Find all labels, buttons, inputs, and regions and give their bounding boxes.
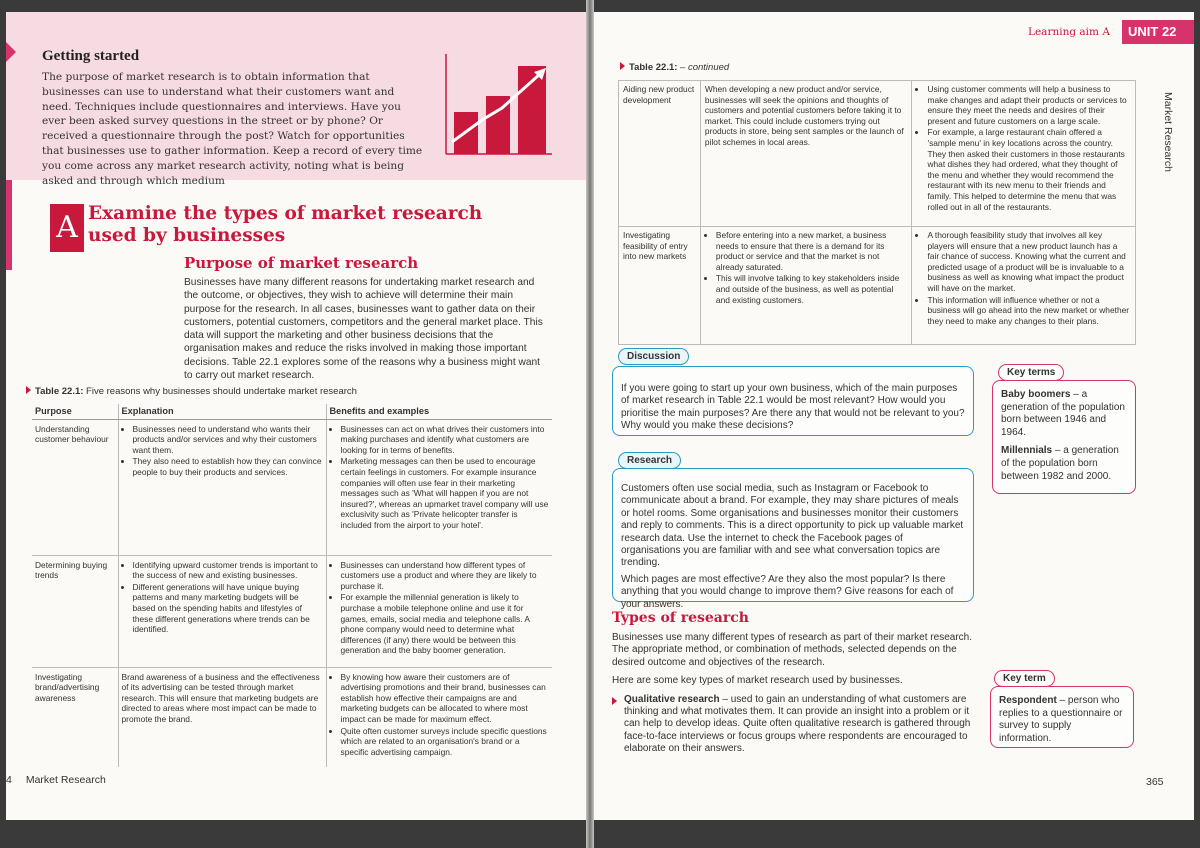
key-term-definition: – person who replies to a questionnaire or survey to supply information.	[999, 695, 1123, 744]
key-term-word: Respondent	[999, 695, 1057, 706]
section-strip	[6, 180, 12, 270]
types-body	[612, 632, 982, 756]
caret-icon	[26, 386, 31, 394]
getting-started-title: Getting started	[42, 48, 140, 64]
discussion-text: If you were going to start up your own business, which of the main purposes of market research in Table 22.1 would be most relevant? How would you prioritise the main purposes? Are there any that would not be relevant to you? Why would you make these decisions?	[621, 383, 965, 432]
qualitative-research-term: Qualitative research	[624, 693, 720, 705]
purpose-heading: Purpose of market research	[184, 254, 419, 272]
table-row	[619, 81, 1136, 227]
discussion-box	[612, 366, 974, 436]
table-row	[32, 667, 552, 767]
table-caption-continued	[620, 62, 729, 73]
caret-icon	[612, 697, 617, 705]
right-page	[594, 12, 1194, 820]
table-caption-number: Table 22.1:	[629, 62, 678, 73]
bullet-item: • Quite often customer surveys include specific questions which are related to an organisation's brand or a specific advertising campaign.	[341, 726, 550, 758]
bullet-item: • Marketing messages can then be used to encourage certain feelings in customers. For example insurance companies will often use fear in their marketing messages such as 'What will happen if you are not insured?', whereas an upmarket travel company will use exclusivity such as 'Private helicopter transfer is included from the airport to your hotel'.	[341, 456, 550, 530]
side-label	[1134, 52, 1194, 172]
table-header-row	[32, 404, 552, 419]
getting-started-marker	[6, 42, 16, 62]
bullet-item: • Before entering into a new market, a business needs to ensure that there is a demand for its product or service and that the market is not already saturated.	[716, 230, 908, 272]
getting-started-text: The purpose of market research is to obtain information that businesses can use to understand what their customers want and need. Techniques include questionnaires and interviews. Have you ever been asked survey questions in the street or by phone? Or received a questionnaire through the post? Watch for opportunities that businesses use to gather information. Keep a record of every time you come across any market research activity, noting what is being asked and through which medium	[42, 71, 423, 187]
section-title: Examine the types of market research used by businesses	[88, 203, 483, 246]
left-footer	[6, 774, 106, 786]
table-cell-benefits	[912, 227, 1136, 345]
table-cell-purpose: Understanding customer behaviour	[32, 419, 118, 555]
footer-title: Market Research	[25, 774, 106, 786]
bullet-item: • This information will influence whether or not a business will go ahead into the new market or whether they need to make any changes to their plans.	[927, 295, 1131, 327]
getting-started-band	[6, 12, 586, 187]
table-header: Purpose	[32, 404, 118, 419]
section-letter: A	[50, 204, 84, 252]
qualitative-research-item	[612, 694, 982, 756]
bullet-item: • This will involve talking to key stakeholders inside and outside of the business, as well as potential and existing customers.	[716, 273, 908, 305]
table-cell-purpose: Determining buying trends	[32, 555, 118, 667]
types-paragraph: Businesses use many different types of research as part of their market research. The appropriate method, or combination of methods, selected depends on the desired outcome and objectives of the research.	[612, 632, 972, 668]
key-term-box	[990, 686, 1134, 748]
bullet-item: • Using customer comments will help a business to make changes and adapt their products or services to ensure they meet the needs and desires of their present and future customers on a large scale.	[927, 84, 1131, 126]
table-cell-benefits	[326, 419, 552, 555]
table-row	[32, 419, 552, 555]
bullet-item: • For example, a large restaurant chain offered a 'sample menu' in key locations across the country. They then asked their customers in those restaurants what dishes they had ordered, what they thought of the menu and whether they would recommend the restaurant with its new menu to their friends and family. This helped to determine the menu that was rolled out in all of the restaurants.	[927, 127, 1131, 212]
key-term-definition: – a generation of the population born between 1946 and 1964.	[1001, 389, 1125, 438]
key-terms-label: Key terms	[998, 364, 1064, 381]
table-cell-explanation: Brand awareness of a business and the effectiveness of its advertising can be tested through market research. This will ensure that marketing budgets are directed to areas where most impact can be made to promote the brand.	[118, 667, 326, 767]
table-caption	[26, 386, 357, 397]
table-cell-explanation	[118, 419, 326, 555]
table-cell-benefits	[912, 81, 1136, 227]
bullet-item: • Businesses need to understand who wants their products and/or services and why their customers want them.	[133, 424, 323, 456]
key-term-word: Baby boomers	[1001, 389, 1071, 400]
table-header: Benefits and examples	[326, 404, 552, 419]
unit-tab: UNIT 22	[1122, 20, 1194, 44]
table-row	[619, 227, 1136, 345]
table-cell-benefits	[326, 555, 552, 667]
purpose-table	[32, 404, 552, 767]
key-terms-box	[992, 380, 1136, 494]
key-term-respondent	[999, 695, 1125, 745]
bullet-item: • A thorough feasibility study that involves all key players will ensure that a new product launch has a fair chance of success. Knowing what the current and predicted usage of a product will be is invaluable to a business as well as knowing what impact the product will have on the market.	[927, 230, 1131, 294]
types-heading: Types of research	[612, 610, 749, 626]
side-label-text: Market Research	[1162, 92, 1174, 172]
learning-aim-label: Learning aim A	[1028, 26, 1110, 38]
growth-chart-icon	[442, 48, 554, 166]
purpose-text: Businesses have many different reasons for undertaking market research and the outcome, or objectives, they wish to achieve will determine their main purpose for the research. In all cases, businesses want to gather data on their customers, potential customers, competitors and the general market place. This data will support the marketing and other business decisions that the organisation makes and reduce the risks involved in making those important decisions. Table 22.1 explores some of the reasons why a business might want to carry out market research.	[184, 277, 543, 382]
key-term-baby-boomers	[1001, 389, 1127, 439]
unit-tab-notch	[1113, 20, 1122, 44]
caret-icon	[620, 62, 625, 70]
qualitative-research-text: – used to gain an understanding of what customers are thinking and what motivates them. It can provide an insight into a problem or it can help to develop ideas. Quite often qualitative research is gathered through face-to-face interviews or focus groups where respondents are encouraged to elaborate on their answers.	[624, 693, 971, 755]
research-label: Research	[618, 452, 681, 469]
research-text: Customers often use social media, such as Instagram or Facebook to communicate about a brand. For example, they may share pictures of meals or hotel rooms. Some organisations and businesses monitor their customers and reply to comments. This is a direct opportunity to pick up valuable market research data. Use the internet to check the Facebook pages of organisations you are familiar with and see what conversation topics are trending.	[621, 483, 964, 569]
bullet-item: • Businesses can understand how different types of customers use a product and where they are likely to purchase it.	[341, 560, 550, 592]
table-cell-purpose: Aiding new product development	[619, 81, 701, 227]
table-header: Explanation	[118, 404, 326, 419]
research-question: Which pages are most effective? Are they also the most popular? Is there anything that you would change to improve them? Give reasons for each of your answers.	[621, 573, 954, 610]
bullet-item: • Identifying upward customer trends is important to the success of new and existing businesses.	[133, 560, 323, 581]
page-number: 4	[6, 774, 12, 786]
table-caption-text: Five reasons why businesses should undertake market research	[83, 386, 357, 397]
types-paragraph: Here are some key types of market research used by businesses.	[612, 675, 903, 687]
bullet-item: • For example the millennial generation is likely to purchase a mobile telephone online and use it for games, emails, social media and telephone calls. A phone company would need to determine what differences (if any) there would be between this generation and the baby boomer generation.	[341, 592, 550, 656]
table-caption-continued-text: – continued	[677, 62, 730, 73]
table-cell-explanation	[118, 555, 326, 667]
table-cell-explanation: When developing a new product and/or service, businesses will seek the opinions and thoughts of customers and potential customers before taking it to market. This could include customers trying out products in store, being sent samples or the launch of pilot schemes in local areas.	[700, 81, 912, 227]
key-term-label: Key term	[994, 670, 1055, 687]
page-number-right: 365	[1146, 776, 1164, 788]
discussion-label: Discussion	[618, 348, 689, 365]
research-box	[612, 468, 974, 610]
bullet-item: • Businesses can act on what drives their customers into making purchases and identify what customers are looking for in terms of benefits.	[341, 424, 550, 456]
key-term-word: Millennials	[1001, 445, 1053, 457]
table-cell-purpose: Investigating brand/advertising awareness	[32, 667, 118, 767]
table-row	[32, 555, 552, 667]
bullet-item: • They also need to establish how they can convince people to buy their products and services.	[133, 456, 323, 477]
book-gutter	[586, 0, 594, 848]
key-term-millennials	[1001, 445, 1127, 483]
key-term-definition: – a generation of the population born between 1982 and 2000.	[1001, 445, 1119, 482]
table-caption-number: Table 22.1:	[35, 386, 84, 397]
table-cell-purpose: Investigating feasibility of entry into new markets	[619, 227, 701, 345]
bullet-item: • By knowing how aware their customers are of advertising promotions and their brand, businesses can establish how effective their campaigns are and marketing budgets can be allocated to where most impact can be made for maximum effect.	[341, 672, 550, 725]
table-cell-benefits	[326, 667, 552, 767]
purpose-table-continued	[618, 80, 1136, 345]
left-page	[6, 12, 586, 820]
bullet-item: • Different generations will have unique buying patterns and many marketing budgets will be based on the spending habits and lifestyles of these different generations where trends can be identified.	[133, 582, 323, 635]
table-cell-explanation	[700, 227, 912, 345]
